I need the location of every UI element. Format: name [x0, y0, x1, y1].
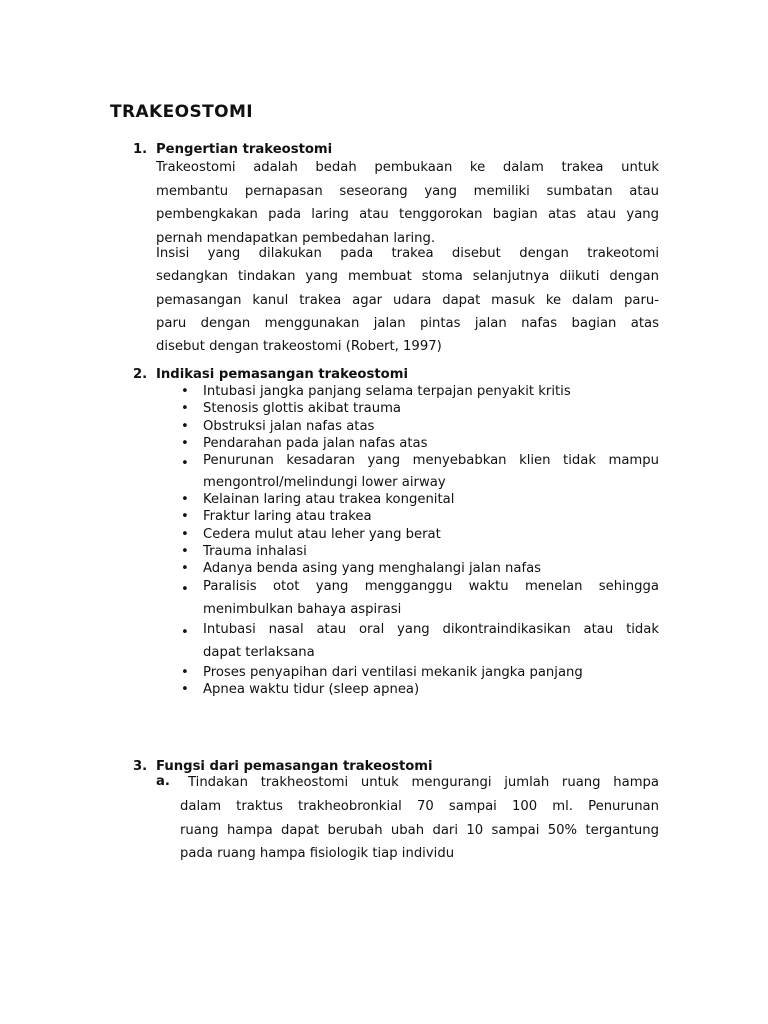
list-item: • Proses penyapihan dari ventilasi mekanik jangka panjang: [181, 664, 583, 680]
section-2-heading: [133, 367, 408, 382]
list-item: • Apnea waktu tidur (sleep apnea): [181, 681, 420, 697]
section-2-title: Indikasi pemasangan trakeostomi: [156, 367, 408, 382]
section-1-paragraph-2: [156, 242, 659, 358]
paragraph-line: Insisi yang dilakukan pada trakea disebut dengan trakeotomi: [156, 246, 659, 261]
paragraph-line: pernah mendapatkan pembedahan laring.: [156, 230, 436, 246]
section-1-heading: [133, 142, 332, 157]
list-item: • Fraktur laring atau trakea: [181, 509, 372, 525]
list-item: • Intubasi jangka panjang selama terpajan penyakit kritis: [181, 384, 571, 399]
section-2-number: 2.: [133, 367, 148, 382]
list-item: • Obstruksi jalan nafas atas: [181, 418, 375, 434]
list-item: • Intubasi nasal atau oral yang dikontraindikasikan atau tidak dapat terlaksana: [181, 621, 659, 660]
paragraph-line: pada ruang hampa fisiologik tiap individu: [180, 846, 455, 862]
list-item: • Stenosis glottis akibat trauma: [181, 401, 402, 417]
list-item: • Penurunan kesadaran yang menyebabkan klien tidak mampu mengontrol/melindungi lower airway: [181, 453, 659, 491]
section-3-number: 3.: [133, 759, 148, 774]
section-1-paragraph-1: [156, 156, 659, 246]
item-label: a.: [156, 774, 170, 789]
paragraph-line: pembengkakan pada laring atau tenggorokan bagian atas atau yang: [156, 207, 659, 223]
paragraph-line: sedangkan tindakan yang membuat stoma selanjutnya diikuti dengan: [156, 269, 659, 285]
indication-list: [181, 383, 659, 698]
list-item: • Cedera mulut atau leher yang berat: [181, 526, 441, 542]
paragraph-line: Trakeostomi adalah bedah pembukaan ke dalam trakea untuk: [156, 160, 659, 175]
document-title: TRAKEOSTOMI: [110, 102, 254, 122]
list-item: • Pendarahan pada jalan nafas atas: [181, 435, 428, 451]
paragraph-line: disebut dengan trakeostomi (Robert, 1997): [156, 339, 442, 355]
section-1-number: 1.: [133, 142, 148, 157]
paragraph-line: ruang hampa dapat berubah ubah dari 10 sampai 50% tergantung: [180, 822, 659, 838]
paragraph-line: pemasangan kanul trakea agar udara dapat masuk ke dalam paru-: [156, 292, 659, 308]
item-text: [180, 774, 659, 866]
section-3-heading: [133, 759, 433, 774]
section-1-title: Pengertian trakeostomi: [156, 142, 333, 157]
paragraph-line: membantu pernapasan seseorang yang memiliki sumbatan atau: [156, 183, 659, 199]
list-item: • Kelainan laring atau trakea kongenital: [181, 492, 455, 508]
list-item: • Paralisis otot yang mengganggu waktu menelan sehingga menimbulkan bahaya aspirasi: [181, 578, 659, 617]
list-item: • Trauma inhalasi: [181, 544, 307, 560]
list-item: • Adanya benda asing yang menghalangi jalan nafas: [181, 561, 542, 577]
paragraph-line: Tindakan trakheostomi untuk mengurangi jumlah ruang hampa: [188, 775, 659, 790]
paragraph-line: paru dengan menggunakan jalan pintas jalan nafas bagian atas: [156, 315, 659, 331]
paragraph-line: dalam traktus trakheobronkial 70 sampai 100 ml. Penurunan: [180, 799, 659, 814]
section-3-title: Fungsi dari pemasangan trakeostomi: [156, 759, 433, 774]
